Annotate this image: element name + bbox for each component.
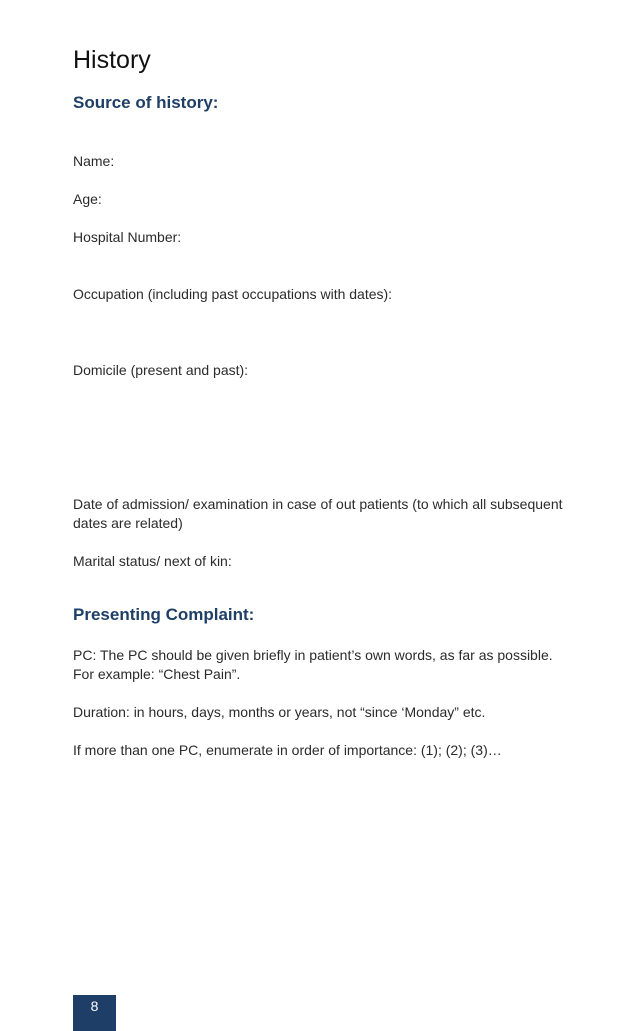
date-of-admission-field-label: Date of admission/ examination in case of out patients (to which all subsequent dates are related): [73, 496, 563, 531]
page-title: History: [73, 46, 151, 74]
enumeration-paragraph: If more than one PC, enumerate in order of importance: (1); (2); (3)…: [73, 742, 502, 758]
page-number-badge: [73, 995, 116, 1031]
occupation-field-label: Occupation (including past occupations with dates):: [73, 286, 393, 302]
presenting-complaint-heading: Presenting Complaint:: [73, 605, 255, 624]
source-of-history-heading: Source of history:: [73, 93, 219, 112]
page-number: 8: [90, 998, 99, 1014]
name-field-label: Name:: [73, 153, 115, 169]
hospital-number-field-label: Hospital Number:: [73, 229, 182, 245]
marital-status-field-label: Marital status/ next of kin:: [73, 553, 232, 569]
age-field-label: Age:: [73, 191, 102, 207]
pc-description-paragraph: PC: The PC should be given briefly in patient’s own words, as far as possible. For example: “Chest Pain”.: [73, 647, 553, 682]
duration-paragraph: Duration: in hours, days, months or years, not “since ‘Monday” etc.: [73, 704, 486, 720]
domicile-field-label: Domicile (present and past):: [73, 362, 249, 378]
